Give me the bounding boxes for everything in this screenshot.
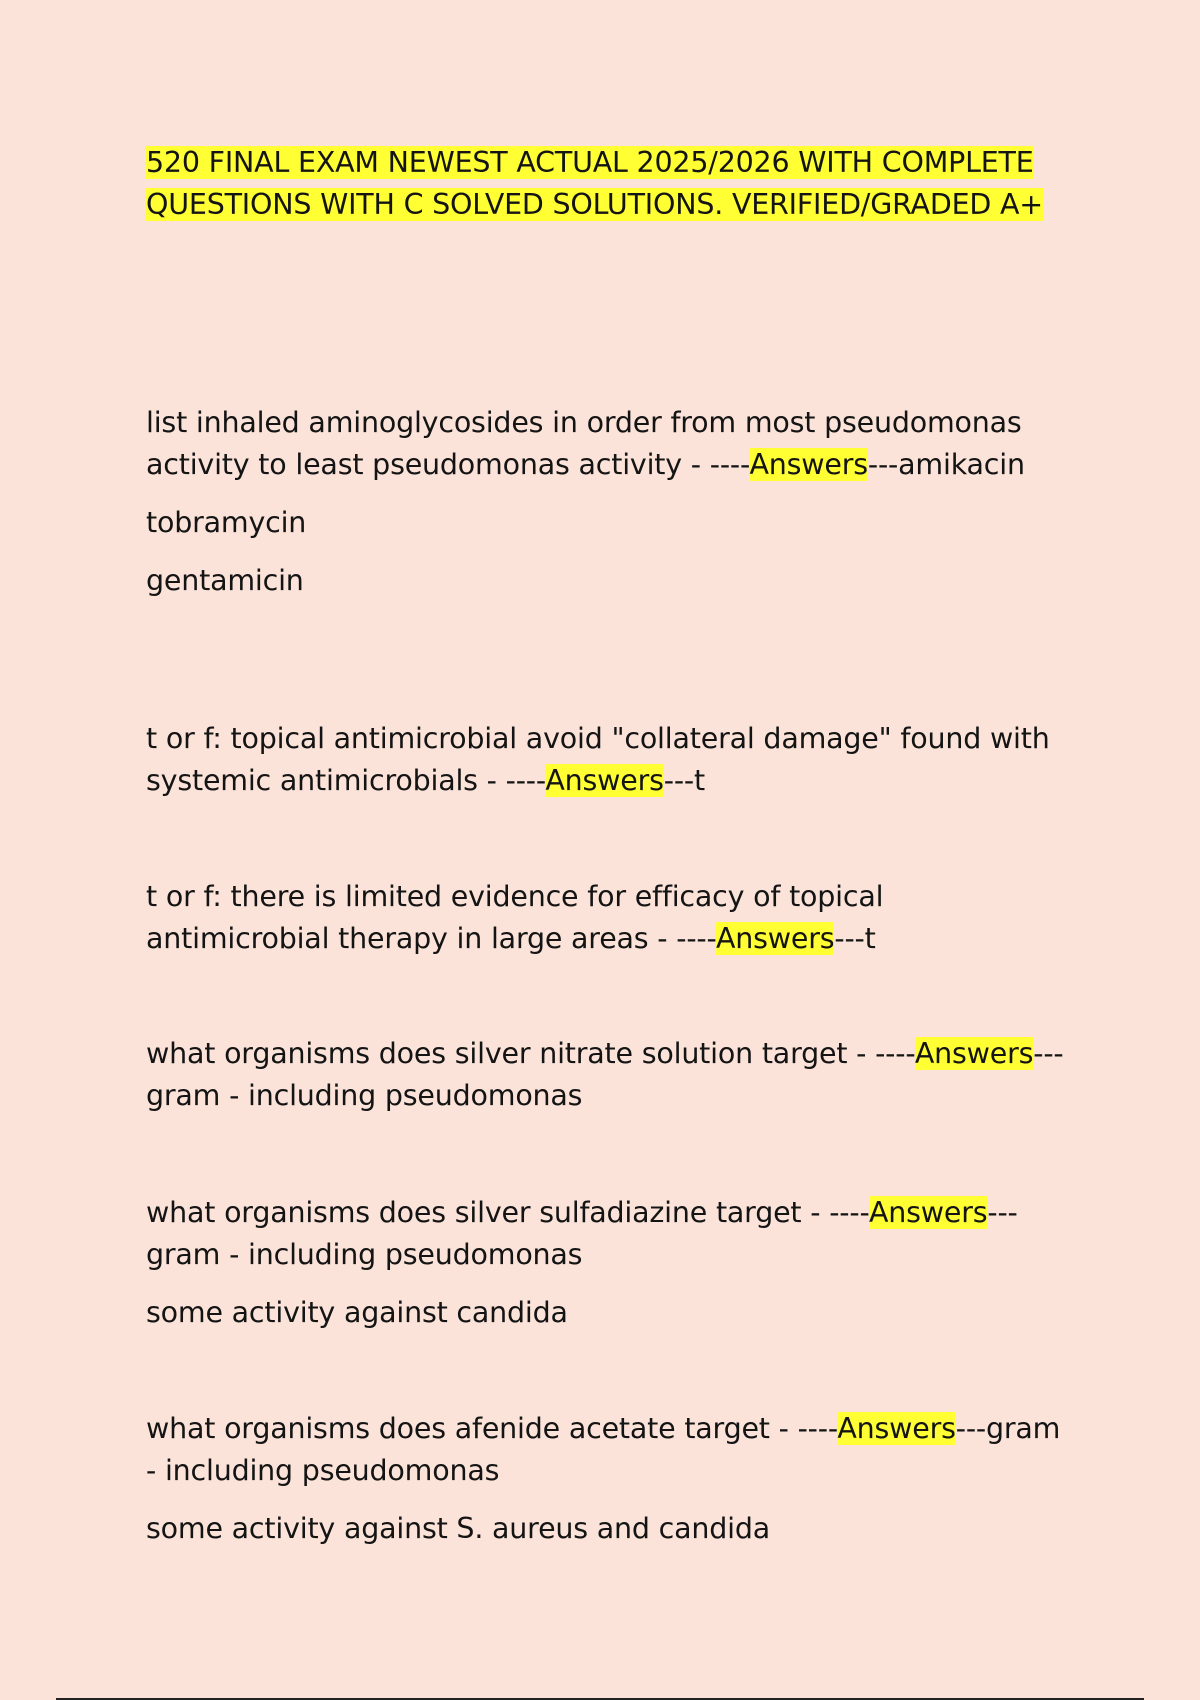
dash-prefix: ---- <box>797 1412 838 1445</box>
answer-text: gram - including pseudomonas <box>146 1412 1061 1487</box>
answers-marker: Answers <box>715 922 835 955</box>
answers-marker: Answers <box>749 448 868 481</box>
qa-item <box>146 718 1066 802</box>
answer-text: gram - including pseudomonas <box>146 1238 583 1271</box>
answer-text: t <box>694 764 706 797</box>
answer-text: t <box>864 922 876 955</box>
qa-line <box>146 1033 1066 1117</box>
dash-prefix: ---- <box>829 1196 869 1229</box>
title-highlight: 520 FINAL EXAM NEWEST ACTUAL 2025/2026 WITH COMPLETE QUESTIONS WITH C SOLVED SOLUTIONS. VERIFIED/GRADED A+ <box>146 146 1043 221</box>
dash-suffix: --- <box>834 922 865 955</box>
dash-prefix: ---- <box>709 448 750 481</box>
answer-extra-line: gentamicin <box>146 564 304 597</box>
dash-suffix: --- <box>1033 1037 1064 1070</box>
question-text: t or f: there is limited evidence for efficacy of topical antimicrobial therapy in large areas - <box>146 880 884 955</box>
dash-suffix: --- <box>663 764 695 797</box>
question-text: list inhaled aminoglycosides in order from most pseudomonas activity to least pseudomonas activity - <box>146 406 1022 481</box>
answers-marker: Answers <box>545 764 664 797</box>
qa-line <box>146 876 1066 960</box>
answers-marker: Answers <box>837 1412 956 1445</box>
dash-suffix: --- <box>867 448 899 481</box>
answer-text: gram - including pseudomonas <box>146 1079 583 1112</box>
dash-prefix: ---- <box>505 764 546 797</box>
qa-item <box>146 876 1066 960</box>
qa-line <box>146 402 1066 486</box>
qa-item <box>146 1192 1066 1334</box>
answers-marker: Answers <box>914 1037 1034 1070</box>
qa-line <box>146 718 1066 802</box>
question-text: what organisms does silver sulfadiazine target - <box>146 1196 830 1229</box>
document-title <box>146 142 1066 226</box>
qa-item <box>146 402 1066 602</box>
answer-extra-line: some activity against S. aureus and candida <box>146 1512 771 1545</box>
dash-prefix: ---- <box>875 1037 915 1070</box>
answer-extra-line: tobramycin <box>146 506 307 539</box>
answer-extra-line: some activity against candida <box>146 1296 568 1329</box>
question-text: what organisms does silver nitrate solution target - <box>146 1037 876 1070</box>
dash-suffix: --- <box>955 1412 986 1445</box>
dash-prefix: ---- <box>676 922 716 955</box>
question-text: t or f: topical antimicrobial avoid "collateral damage" found with systemic antimicrobials - <box>146 722 1050 797</box>
answers-marker: Answers <box>868 1196 988 1229</box>
qa-item <box>146 1033 1066 1117</box>
qa-line <box>146 1192 1066 1276</box>
qa-item <box>146 1408 1066 1550</box>
qa-line <box>146 1408 1066 1492</box>
question-text: what organisms does afenide acetate target - <box>146 1412 798 1445</box>
answer-text: amikacin <box>898 448 1025 481</box>
dash-suffix: --- <box>987 1196 1018 1229</box>
